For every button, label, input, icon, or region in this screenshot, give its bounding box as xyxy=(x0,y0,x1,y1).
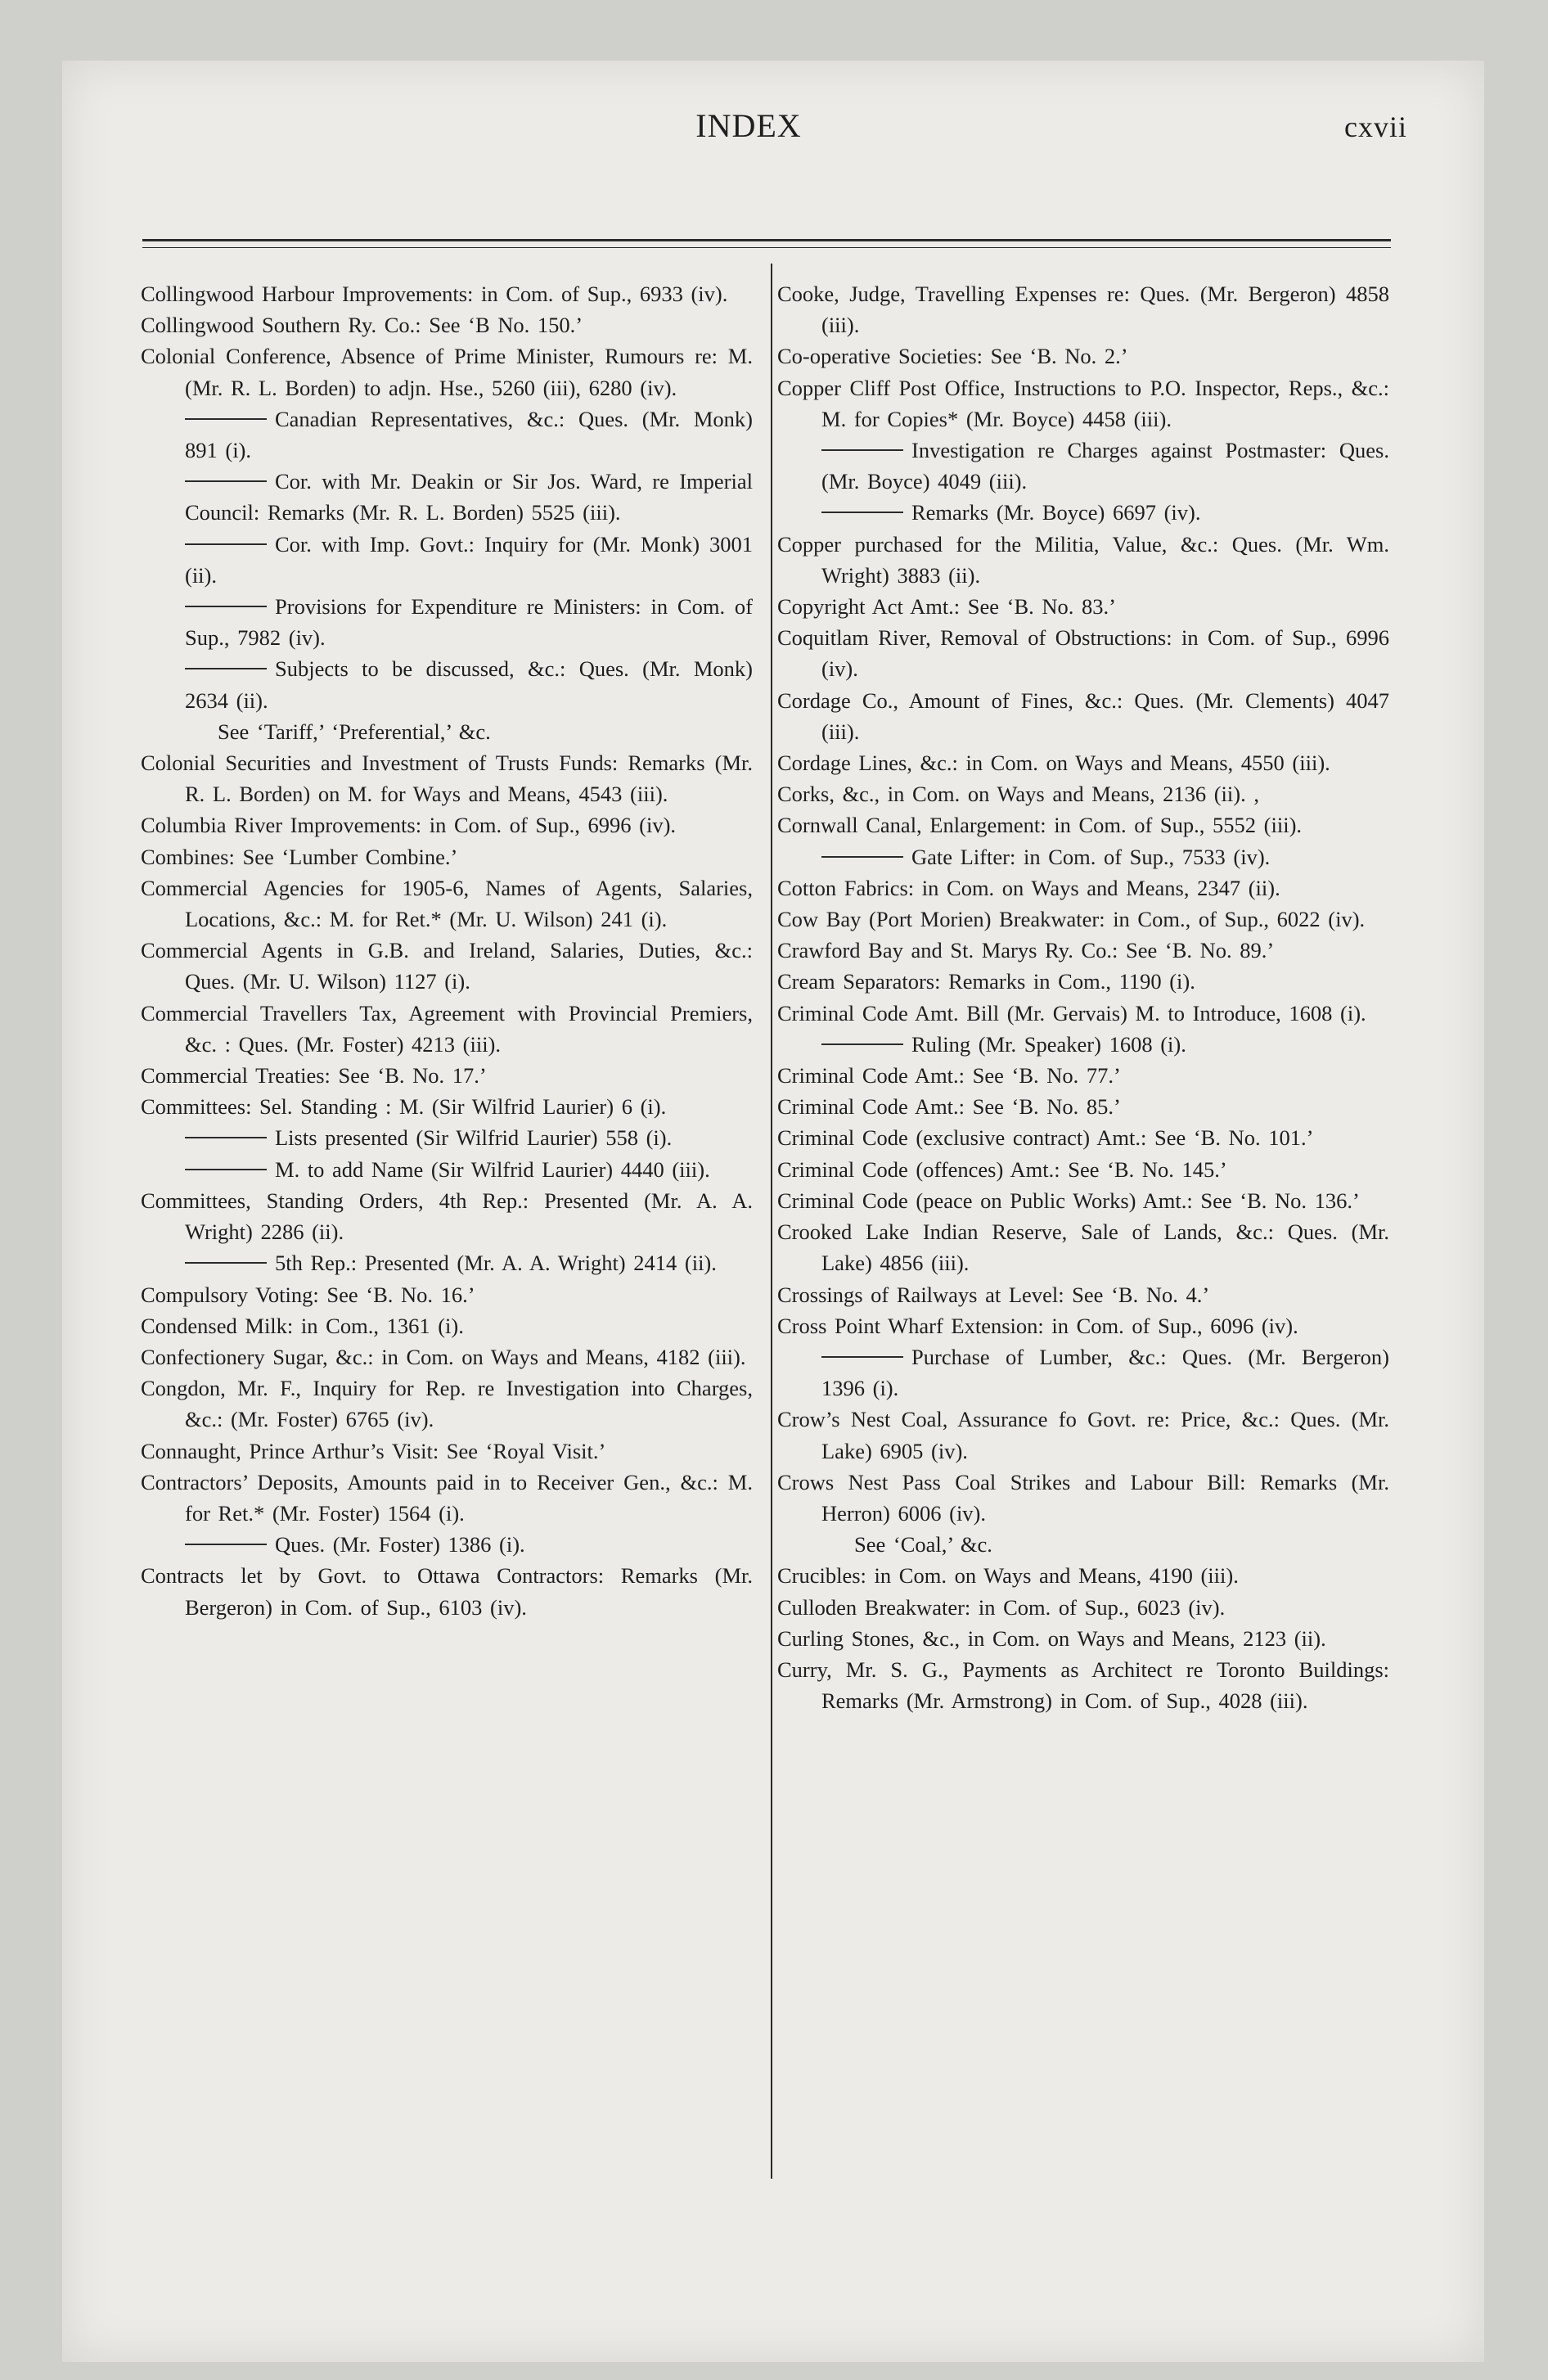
index-entry xyxy=(777,1404,1389,1466)
entry-text: Provisions for Expenditure re Ministers: in Com. of Sup., 7982 (iv). xyxy=(185,594,753,651)
index-entry xyxy=(141,1310,753,1341)
entry-text: Copper purchased for the Militia, Value, &c.: Ques. (Mr. Wm. Wright) 3883 (ii). xyxy=(777,531,1389,588)
index-entry xyxy=(777,372,1389,435)
entry-text: Crooked Lake Indian Reserve, Sale of Lands, &c.: Ques. (Mr. Lake) 4856 (iii). xyxy=(777,1219,1389,1276)
entry-text: Copper Cliff Post Office, Instructions to P.O. Inspector, Reps., &c.: M. for Copies* (Mr. Boyce) 4458 (iii). xyxy=(777,375,1389,431)
ditto-dash xyxy=(185,1169,267,1170)
entry-text: Criminal Code (exclusive contract) Amt.: See ‘B. No. 101.’ xyxy=(777,1125,1314,1151)
header-rule-thin xyxy=(142,247,1391,248)
entry-text: Copyright Act Amt.: See ‘B. No. 83.’ xyxy=(777,594,1117,620)
index-entry xyxy=(141,1341,753,1373)
entry-text: Cotton Fabrics: in Com. on Ways and Means, 2347 (ii). xyxy=(777,875,1280,900)
entry-text: Commercial Treaties: See ‘B. No. 17.’ xyxy=(141,1063,487,1089)
index-entry xyxy=(141,1436,753,1467)
index-entry xyxy=(777,809,1389,841)
index-entry xyxy=(777,1623,1389,1654)
index-subentry xyxy=(777,1341,1389,1404)
running-head xyxy=(90,106,1407,164)
ditto-dash xyxy=(185,480,267,482)
entry-text: Contracts let by Govt. to Ottawa Contractors: Remarks (Mr. Bergeron) in Com. of Sup., 6103 (iv). xyxy=(141,1563,753,1620)
entry-text: Subjects to be discussed, &c.: Ques. (Mr. Monk) 2634 (ii). xyxy=(185,656,753,713)
entry-text: Criminal Code (peace on Public Works) Amt.: See ‘B. No. 136.’ xyxy=(777,1188,1360,1213)
entry-text: Crow’s Nest Coal, Assurance fo Govt. re: Price, &c.: Ques. (Mr. Lake) 6905 (iv). xyxy=(777,1407,1389,1463)
index-cross-reference xyxy=(141,716,753,747)
index-entry xyxy=(777,1654,1389,1716)
index-entry xyxy=(777,1592,1389,1623)
index-entry xyxy=(777,1467,1389,1529)
page-number: cxvii xyxy=(1344,110,1407,143)
ditto-dash xyxy=(821,449,903,451)
entry-text: Commercial Travellers Tax, Agreement with Provincial Premiers, &c. : Ques. (Mr. Foster) 4213 (iii). xyxy=(141,1000,753,1057)
ditto-dash xyxy=(821,1356,903,1358)
index-entry xyxy=(141,1279,753,1310)
index-entry xyxy=(141,1373,753,1435)
entry-text: Cream Separators: Remarks in Com., 1190 (i). xyxy=(777,969,1195,994)
entry-text: Criminal Code (offences) Amt.: See ‘B. No. 145.’ xyxy=(777,1156,1227,1182)
entry-text: Crows Nest Pass Coal Strikes and Labour Bill: Remarks (Mr. Herron) 6006 (iv). xyxy=(777,1469,1389,1526)
entry-text: Commercial Agencies for 1905-6, Names of Agents, Salaries, Locations, &c.: M. for Ret.* (Mr. U. Wilson) 241 (i). xyxy=(141,875,753,932)
index-entry xyxy=(141,340,753,403)
entry-text: Cor. with Imp. Govt.: Inquiry for (Mr. Monk) 3001 (ii). xyxy=(185,531,753,588)
index-entry xyxy=(777,747,1389,778)
entry-text: See ‘Coal,’ &c. xyxy=(854,1532,992,1557)
ditto-dash xyxy=(185,418,267,420)
entry-text: Corks, &c., in Com. on Ways and Means, 2136 (ii). , xyxy=(777,782,1259,807)
entry-text: Cornwall Canal, Enlargement: in Com. of Sup., 5552 (iii). xyxy=(777,813,1303,838)
index-subentry xyxy=(141,1247,753,1278)
entry-text: Cordage Lines, &c.: in Com. on Ways and Means, 4550 (iii). xyxy=(777,751,1330,776)
index-subentry xyxy=(777,497,1389,528)
entry-text: Compulsory Voting: See ‘B. No. 16.’ xyxy=(141,1282,475,1307)
entry-text: Ruling (Mr. Speaker) 1608 (i). xyxy=(911,1031,1186,1057)
entry-text: Remarks (Mr. Boyce) 6697 (iv). xyxy=(911,500,1201,525)
index-entry xyxy=(777,340,1389,372)
index-entry xyxy=(141,1467,753,1529)
entry-text: Lists presented (Sir Wilfrid Laurier) 558 (i). xyxy=(275,1125,673,1151)
entry-text: Investigation re Charges against Postmaster: Ques. (Mr. Boyce) 4049 (iii). xyxy=(821,438,1389,494)
page-title: INDEX xyxy=(695,107,802,144)
entry-text: Criminal Code Amt.: See ‘B. No. 77.’ xyxy=(777,1063,1121,1089)
entry-text: Collingwood Southern Ry. Co.: See ‘B No. 150.’ xyxy=(141,313,583,338)
entry-text: Cor. with Mr. Deakin or Sir Jos. Ward, re Imperial Council: Remarks (Mr. R. L. Borden) 5525 (iii). xyxy=(185,469,753,525)
entry-text: Curling Stones, &c., in Com. on Ways and Means, 2123 (ii). xyxy=(777,1625,1326,1651)
index-entry xyxy=(777,622,1389,684)
ditto-dash xyxy=(821,512,903,513)
index-entry xyxy=(777,1279,1389,1310)
entry-text: Criminal Code Amt.: See ‘B. No. 85.’ xyxy=(777,1094,1121,1120)
entry-text: M. to add Name (Sir Wilfrid Laurier) 4440 (iii). xyxy=(275,1156,710,1182)
entry-text: Colonial Securities and Investment of Trusts Funds: Remarks (Mr. R. L. Borden) on M. for Ways and Means, 4543 (iii). xyxy=(141,751,753,807)
index-entry xyxy=(141,841,753,872)
entry-text: Connaught, Prince Arthur’s Visit: See ‘Royal Visit.’ xyxy=(141,1438,606,1463)
entry-text: Cow Bay (Port Morien) Breakwater: in Com., of Sup., 6022 (iv). xyxy=(777,907,1366,932)
index-entry xyxy=(777,998,1389,1029)
index-subentry xyxy=(141,529,753,591)
entry-text: Congdon, Mr. F., Inquiry for Rep. re Investigation into Charges, &c.: (Mr. Foster) 6765 (iv). xyxy=(141,1376,753,1432)
entry-text: Cross Point Wharf Extension: in Com. of Sup., 6096 (iv). xyxy=(777,1313,1298,1338)
index-entry xyxy=(777,1154,1389,1185)
index-entry xyxy=(777,529,1389,591)
index-entry xyxy=(777,1310,1389,1341)
entry-text: 5th Rep.: Presented (Mr. A. A. Wright) 2414 (ii). xyxy=(275,1251,717,1276)
index-subentry xyxy=(777,435,1389,497)
index-entry xyxy=(141,1060,753,1091)
ditto-dash xyxy=(821,1044,903,1045)
entry-text: Committees: Sel. Standing : M. (Sir Wilfrid Laurier) 6 (i). xyxy=(141,1094,667,1120)
index-entry xyxy=(777,278,1389,340)
entry-text: Canadian Representatives, &c.: Ques. (Mr. Monk) 891 (i). xyxy=(185,406,753,463)
entry-text: Criminal Code Amt. Bill (Mr. Gervais) M. to Introduce, 1608 (i). xyxy=(777,1000,1366,1025)
index-entry xyxy=(141,1560,753,1622)
entry-text: Crawford Bay and St. Marys Ry. Co.: See ‘B. No. 89.’ xyxy=(777,938,1275,963)
header-rule-thick xyxy=(142,239,1391,241)
index-entry xyxy=(777,1216,1389,1278)
index-subentry xyxy=(777,841,1389,872)
entry-text: Commercial Agents in G.B. and Ireland, Salaries, Duties, &c.: Ques. (Mr. U. Wilson) 1127 (i). xyxy=(141,938,753,994)
entry-text: Condensed Milk: in Com., 1361 (i). xyxy=(141,1313,464,1338)
entry-text: Culloden Breakwater: in Com. of Sup., 6023 (iv). xyxy=(777,1594,1226,1620)
entry-text: Crossings of Railways at Level: See ‘B. No. 4.’ xyxy=(777,1282,1210,1307)
index-entry xyxy=(777,591,1389,622)
entry-text: Purchase of Lumber, &c.: Ques. (Mr. Bergeron) 1396 (i). xyxy=(821,1344,1389,1401)
index-subentry xyxy=(777,1029,1389,1060)
index-entry xyxy=(777,966,1389,997)
index-entry xyxy=(141,872,753,935)
index-column-right xyxy=(777,278,1389,1716)
index-entry xyxy=(141,998,753,1060)
index-entry xyxy=(141,935,753,997)
entry-text: Confectionery Sugar, &c.: in Com. on Ways and Means, 4182 (iii). xyxy=(141,1344,746,1369)
index-subentry xyxy=(141,466,753,528)
index-subentry xyxy=(141,1529,753,1560)
entry-text: Curry, Mr. S. G., Payments as Architect re Toronto Buildings: Remarks (Mr. Armstrong) in Com. of Sup., 4028 (iii). xyxy=(777,1657,1389,1714)
ditto-dash xyxy=(185,1262,267,1264)
index-entry xyxy=(777,935,1389,966)
index-entry xyxy=(141,1185,753,1247)
index-subentry xyxy=(141,403,753,466)
entry-text: Co-operative Societies: See ‘B. No. 2.’ xyxy=(777,344,1128,369)
entry-text: Collingwood Harbour Improvements: in Com. of Sup., 6933 (iv). xyxy=(141,282,728,306)
index-cross-reference xyxy=(777,1529,1389,1560)
index-subentry xyxy=(141,1154,753,1185)
index-entry xyxy=(777,1560,1389,1591)
entry-text: See ‘Tariff,’ ‘Preferential,’ &c. xyxy=(218,719,491,744)
ditto-dash xyxy=(821,856,903,858)
ditto-dash xyxy=(185,1137,267,1138)
index-entry xyxy=(777,1060,1389,1091)
entry-text: Gate Lifter: in Com. of Sup., 7533 (iv). xyxy=(911,844,1271,869)
entry-text: Columbia River Improvements: in Com. of Sup., 6996 (iv). xyxy=(141,813,677,838)
entry-text: Combines: See ‘Lumber Combine.’ xyxy=(141,844,458,869)
index-subentry xyxy=(141,591,753,653)
entry-text: Committees, Standing Orders, 4th Rep.: Presented (Mr. A. A. Wright) 2286 (ii). xyxy=(141,1188,753,1245)
entry-text: Cooke, Judge, Travelling Expenses re: Ques. (Mr. Bergeron) 4858 (iii). xyxy=(777,282,1389,338)
entry-text: Coquitlam River, Removal of Obstructions: in Com. of Sup., 6996 (iv). xyxy=(777,625,1389,682)
index-entry xyxy=(777,872,1389,904)
entry-text: Colonial Conference, Absence of Prime Minister, Rumours re: M. (Mr. R. L. Borden) to adjn. Hse., 5260 (iii), 6280 (iv). xyxy=(141,344,753,400)
index-entry xyxy=(777,1091,1389,1122)
index-entry xyxy=(777,1185,1389,1216)
column-divider xyxy=(771,264,772,2179)
ditto-dash xyxy=(185,543,267,545)
entry-text: Ques. (Mr. Foster) 1386 (i). xyxy=(275,1532,525,1557)
index-entry xyxy=(141,809,753,841)
index-entry xyxy=(141,747,753,809)
index-entry xyxy=(141,278,753,309)
index-entry xyxy=(141,309,753,340)
index-subentry xyxy=(141,1122,753,1153)
ditto-dash xyxy=(185,1544,267,1545)
entry-text: Contractors’ Deposits, Amounts paid in to Receiver Gen., &c.: M. for Ret.* (Mr. Foster) 1564 (i). xyxy=(141,1469,753,1526)
index-entry xyxy=(777,685,1389,747)
index-entry xyxy=(777,1122,1389,1153)
index-entry xyxy=(777,778,1389,809)
index-subentry xyxy=(141,653,753,715)
entry-text: Crucibles: in Com. on Ways and Means, 4190 (iii). xyxy=(777,1563,1239,1589)
index-entry xyxy=(777,904,1389,935)
index-entry xyxy=(141,1091,753,1122)
ditto-dash xyxy=(185,668,267,669)
entry-text: Cordage Co., Amount of Fines, &c.: Ques. (Mr. Clements) 4047 (iii). xyxy=(777,687,1389,744)
index-column-left xyxy=(141,278,753,1623)
ditto-dash xyxy=(185,606,267,607)
